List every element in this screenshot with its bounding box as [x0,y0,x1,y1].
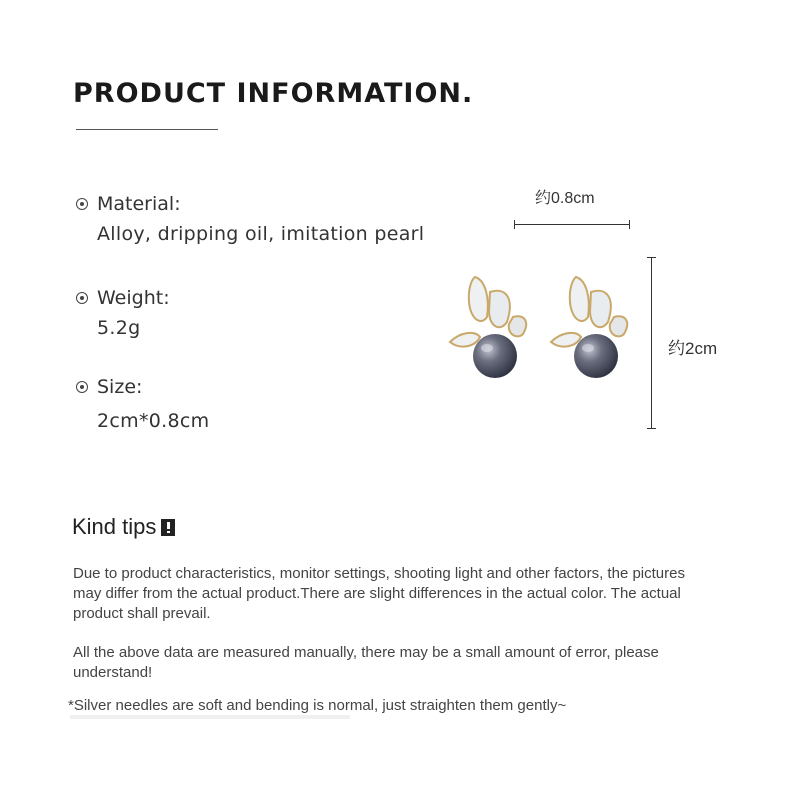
kind-tips-title: Kind tips [72,514,157,539]
width-dimension-line [514,224,630,225]
spec-value: 5.2g [97,317,141,339]
title-divider [76,129,218,130]
tips-paragraph-measurement: All the above data are measured manually, there may be a small amount of error, please understand! [73,644,659,681]
spec-value: Alloy, dripping oil, imitation pearl [97,223,425,245]
note-highlight [70,715,350,719]
spec-value: 2cm*0.8cm [97,410,210,432]
spec-label: Size: [97,376,143,398]
spec-label: Material: [97,193,181,215]
needle-note: *Silver needles are soft and bending is normal, just straighten them gently~ [68,697,567,714]
bullet-icon [76,381,88,393]
bullet-icon [76,292,88,304]
height-dimension-label: 约2cm [668,339,718,358]
earring-left-image [445,272,535,387]
earring-right-image [546,272,636,387]
spec-weight [76,287,170,339]
spec-label: Weight: [97,287,170,309]
exclamation-icon [161,519,175,536]
bullet-icon [76,198,88,210]
tips-paragraph-disclaimer: Due to product characteristics, monitor settings, shooting light and other factors, the pictures may differ from the actual product.There are slight differences in the actual color. The actual product shall prevail. [73,565,685,622]
spec-size [76,376,209,432]
height-dimension-line [651,257,652,429]
page-title: PRODUCT INFORMATION. [73,78,474,109]
width-dimension-label: 约0.8cm [535,190,595,207]
spec-material [76,193,424,245]
kind-tips-heading [72,514,175,540]
